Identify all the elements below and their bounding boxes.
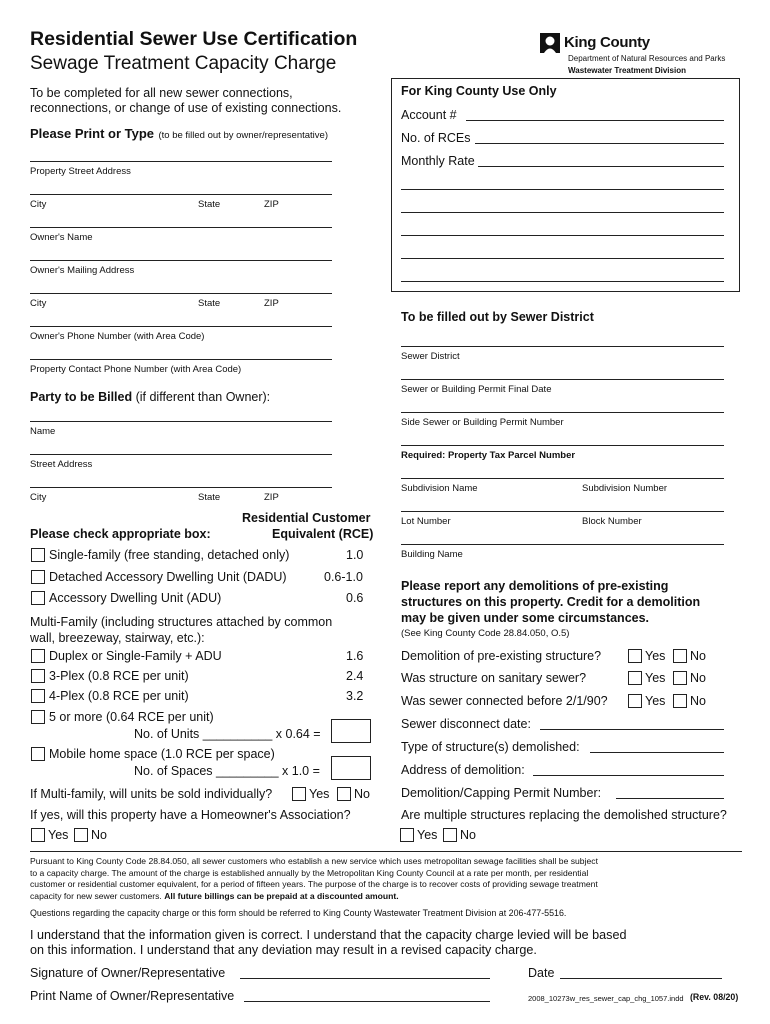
duplex-rce: 1.6 xyxy=(346,649,364,663)
code-reference: (See King County Code 28.84.050, O.5) xyxy=(401,628,570,639)
triplex-label: 3-Plex (0.8 RCE per unit) xyxy=(49,669,189,683)
hoa-no-checkbox[interactable] xyxy=(74,828,88,842)
prepaid-note: All future billings can be prepaid at a discounted amount. xyxy=(164,890,399,901)
rces-field[interactable] xyxy=(475,143,724,144)
demolition-q2: Was structure on sanitary sewer? xyxy=(401,671,587,685)
zip2-label: ZIP xyxy=(264,298,279,309)
demolition-q3: Was sewer connected before 2/1/90? xyxy=(401,694,608,708)
sold-no-checkbox[interactable] xyxy=(337,787,351,801)
signature-label: Signature of Owner/Representative xyxy=(30,966,226,980)
parcel-number-field[interactable] xyxy=(401,445,724,446)
building-name-field[interactable] xyxy=(401,544,724,545)
legal-paragraph xyxy=(30,856,598,902)
city-state-zip-field[interactable] xyxy=(30,194,332,195)
single-family-rce: 1.0 xyxy=(346,548,364,562)
sold-yes-label: Yes xyxy=(309,787,330,801)
disconnect-date-field[interactable] xyxy=(540,729,724,730)
county-notes-line-5[interactable] xyxy=(401,281,724,282)
billing-city-state-zip-field[interactable] xyxy=(30,487,332,488)
page-subtitle: Sewage Treatment Capacity Charge xyxy=(30,53,337,74)
duplex-checkbox[interactable] xyxy=(31,649,45,663)
legal-line-1: Pursuant to King County Code 28.84.050, all sewer customers who establish a new service which uses metropolitan sewage facilities shall be subject xyxy=(30,856,598,866)
block-number-label: Block Number xyxy=(582,516,642,527)
logo-text: King County xyxy=(564,34,650,51)
king-county-logo-icon xyxy=(540,33,560,53)
multiple-structures-question: Are multiple structures replacing the demolished structure? xyxy=(401,808,727,822)
q3-yes-label: Yes xyxy=(645,694,666,708)
signature-field[interactable] xyxy=(240,978,490,979)
sewer-district-field[interactable] xyxy=(401,346,724,347)
side-sewer-permit-field[interactable] xyxy=(401,412,724,413)
parcel-number-label: Required: Property Tax Parcel Number xyxy=(401,450,576,461)
side-sewer-permit-label: Side Sewer or Building Permit Number xyxy=(401,417,564,428)
fourplex-checkbox[interactable] xyxy=(31,689,45,703)
county-use-heading: For King County Use Only xyxy=(401,84,557,98)
division-name: Wastewater Treatment Division xyxy=(568,66,686,75)
rce-header-line1: Residential Customer xyxy=(242,511,371,525)
legal-line-4: capacity for new sewer customers. xyxy=(30,890,162,901)
county-notes-line-1[interactable] xyxy=(401,189,724,190)
capping-permit-label: Demolition/Capping Permit Number: xyxy=(401,786,602,800)
billing-state-label: State xyxy=(198,492,221,503)
contact-phone-field[interactable] xyxy=(30,359,332,360)
owner-phone-label: Owner's Phone Number (with Area Code) xyxy=(30,331,205,342)
q2-no-checkbox[interactable] xyxy=(673,671,687,685)
owner-name-field[interactable] xyxy=(30,227,332,228)
hoa-yes-label: Yes xyxy=(48,828,69,842)
check-label: Please check appropriate box: xyxy=(30,527,211,541)
sold-yes-checkbox[interactable] xyxy=(292,787,306,801)
sold-no-label: No xyxy=(354,787,370,801)
adu-rce: 0.6 xyxy=(346,591,364,605)
print-label: Please Print or Type xyxy=(30,126,155,141)
subdivision-field[interactable] xyxy=(401,478,724,479)
single-family-label: Single-family (free standing, detached only) xyxy=(49,548,290,562)
q3-no-label: No xyxy=(690,694,706,708)
q3-yes-checkbox[interactable] xyxy=(628,694,642,708)
subdivision-name-label: Subdivision Name xyxy=(401,483,478,494)
triplex-checkbox[interactable] xyxy=(31,669,45,683)
sewer-district-label: Sewer District xyxy=(401,351,460,362)
billing-zip-label: ZIP xyxy=(264,492,279,503)
five-or-more-label: 5 or more (0.64 RCE per unit) xyxy=(49,710,214,724)
state-label: State xyxy=(198,199,221,210)
sold-individually-question: If Multi-family, will units be sold individually? xyxy=(30,787,273,801)
single-family-checkbox[interactable] xyxy=(31,548,45,562)
dadu-rce: 0.6-1.0 xyxy=(324,570,363,584)
mobile-home-checkbox[interactable] xyxy=(31,747,45,761)
state2-label: State xyxy=(198,298,221,309)
billing-city-label: City xyxy=(30,492,47,503)
mailing-address-field[interactable] xyxy=(30,260,332,261)
monthly-rate-field[interactable] xyxy=(478,166,724,167)
street-address-field[interactable] xyxy=(30,161,332,162)
dadu-label: Detached Accessory Dwelling Unit (DADU) xyxy=(49,570,287,584)
print-name-label: Print Name of Owner/Representative xyxy=(30,989,235,1003)
demolition-q1: Demolition of pre-existing structure? xyxy=(401,649,602,663)
county-notes-line-4[interactable] xyxy=(401,258,724,259)
district-heading: To be filled out by Sewer District xyxy=(401,310,594,324)
capping-permit-field[interactable] xyxy=(616,798,724,799)
multi-family-line2: wall, breezeway, stairway, etc.): xyxy=(30,631,205,645)
billing-heading-rest: (if different than Owner): xyxy=(135,390,271,404)
print-note: (to be filled out by owner/representative) xyxy=(158,130,328,141)
adu-label: Accessory Dwelling Unit (ADU) xyxy=(49,591,222,605)
rce-header-line2: Equivalent (RCE) xyxy=(272,527,374,541)
mailing-address-label: Owner's Mailing Address xyxy=(30,265,135,276)
dadu-checkbox[interactable] xyxy=(31,570,45,584)
q1-yes-label: Yes xyxy=(645,649,666,663)
certification-line-2: on this information. I understand that any deviation may result in a revised capacity charge. xyxy=(30,943,537,957)
permit-final-date-field[interactable] xyxy=(401,379,724,380)
city-label: City xyxy=(30,199,47,210)
spaces-line: No. of Spaces _________ x 1.0 = xyxy=(134,764,320,778)
multi-family-line1: Multi-Family (including structures attached by common xyxy=(30,615,333,629)
demolition-address-label: Address of demolition: xyxy=(401,763,525,777)
q3-no-checkbox[interactable] xyxy=(673,694,687,708)
q1-no-checkbox[interactable] xyxy=(673,649,687,663)
lot-number-label: Lot Number xyxy=(401,516,451,527)
city2-label: City xyxy=(30,298,47,309)
duplex-label: Duplex or Single-Family + ADU xyxy=(49,649,222,663)
county-notes-line-2[interactable] xyxy=(401,212,724,213)
units-rce-box[interactable] xyxy=(331,719,371,743)
legal-line-2: to a capacity charge. The amount of the charge is established annually by the Metropolitan King County Council at a rate per month, per residential xyxy=(30,867,589,878)
multiple-no-label: No xyxy=(460,828,476,842)
structure-type-label: Type of structure(s) demolished: xyxy=(401,740,580,754)
billing-street-field[interactable] xyxy=(30,454,332,455)
fourplex-label: 4-Plex (0.8 RCE per unit) xyxy=(49,689,189,703)
hoa-no-label: No xyxy=(91,828,107,842)
date-label: Date xyxy=(528,966,555,980)
q2-yes-label: Yes xyxy=(645,671,666,685)
monthly-rate-label: Monthly Rate xyxy=(401,154,475,168)
demolition-heading-3: may be given under some circumstances. xyxy=(401,611,650,625)
print-name-field[interactable] xyxy=(244,1001,490,1002)
mailing-city-state-zip-field[interactable] xyxy=(30,293,332,294)
five-or-more-checkbox[interactable] xyxy=(31,710,45,724)
footer-separator xyxy=(30,851,742,852)
intro-line1: To be completed for all new sewer connections, xyxy=(30,86,293,100)
hoa-yes-checkbox[interactable] xyxy=(31,828,45,842)
intro-line2: reconnections, or change of use of existing connections. xyxy=(30,101,342,115)
q1-no-label: No xyxy=(690,649,706,663)
q1-yes-checkbox[interactable] xyxy=(628,649,642,663)
dept-name: Department of Natural Resources and Parks xyxy=(568,54,726,63)
units-line: No. of Units __________ x 0.64 = xyxy=(134,727,321,741)
billing-name-label: Name xyxy=(30,426,56,437)
demolition-heading-2: structures on this property. Credit for a demolition xyxy=(401,595,701,609)
demolition-address-field[interactable] xyxy=(533,775,724,776)
contact-phone-label: Property Contact Phone Number (with Area Code) xyxy=(30,364,242,375)
hoa-question: If yes, will this property have a Homeowner's Association? xyxy=(30,808,351,822)
triplex-rce: 2.4 xyxy=(346,669,364,683)
demolition-heading-1: Please report any demolitions of pre-existing xyxy=(401,579,669,593)
revision-date: (Rev. 08/20) xyxy=(690,992,739,1002)
billing-street-label: Street Address xyxy=(30,459,93,470)
fourplex-rce: 3.2 xyxy=(346,689,364,703)
multiple-yes-checkbox[interactable] xyxy=(400,828,414,842)
subdivision-number-label: Subdivision Number xyxy=(582,483,668,494)
zip-label: ZIP xyxy=(264,199,279,210)
lot-block-field[interactable] xyxy=(401,511,724,512)
building-name-label: Building Name xyxy=(401,549,463,560)
owner-name-label: Owner's Name xyxy=(30,232,93,243)
street-address-label: Property Street Address xyxy=(30,166,131,177)
q2-yes-checkbox[interactable] xyxy=(628,671,642,685)
permit-final-date-label: Sewer or Building Permit Final Date xyxy=(401,384,552,395)
structure-type-field[interactable] xyxy=(590,752,724,753)
county-notes-line-3[interactable] xyxy=(401,235,724,236)
date-field[interactable] xyxy=(560,978,722,979)
spaces-rce-box[interactable] xyxy=(331,756,371,780)
owner-phone-field[interactable] xyxy=(30,326,332,327)
mobile-home-label: Mobile home space (1.0 RCE per space) xyxy=(49,747,275,761)
billing-name-field[interactable] xyxy=(30,421,332,422)
form-id: 2008_10273w_res_sewer_cap_chg_1057.indd xyxy=(528,994,684,1003)
account-field[interactable] xyxy=(466,120,724,121)
questions-contact: Questions regarding the capacity charge or this form should be referred to King County Wastewater Treatment Division at 206-477-5516. xyxy=(30,908,567,918)
certification-statement xyxy=(30,928,626,958)
q2-no-label: No xyxy=(690,671,706,685)
billing-heading: Party to be Billed xyxy=(30,390,133,404)
legal-line-3: customer or residential customer equivalent, for a period of fifteen years. The purpose of the charge is to recover costs of providing sewage treatment xyxy=(30,879,598,889)
account-label: Account # xyxy=(401,108,457,122)
multiple-no-checkbox[interactable] xyxy=(443,828,457,842)
rces-label: No. of RCEs xyxy=(401,131,471,145)
adu-checkbox[interactable] xyxy=(31,591,45,605)
page-title: Residential Sewer Use Certification xyxy=(30,28,358,50)
multiple-yes-label: Yes xyxy=(417,828,438,842)
disconnect-date-label: Sewer disconnect date: xyxy=(401,717,531,731)
certification-line-1: I understand that the information given is correct. I understand that the capacity charge levied will be based xyxy=(30,928,627,942)
